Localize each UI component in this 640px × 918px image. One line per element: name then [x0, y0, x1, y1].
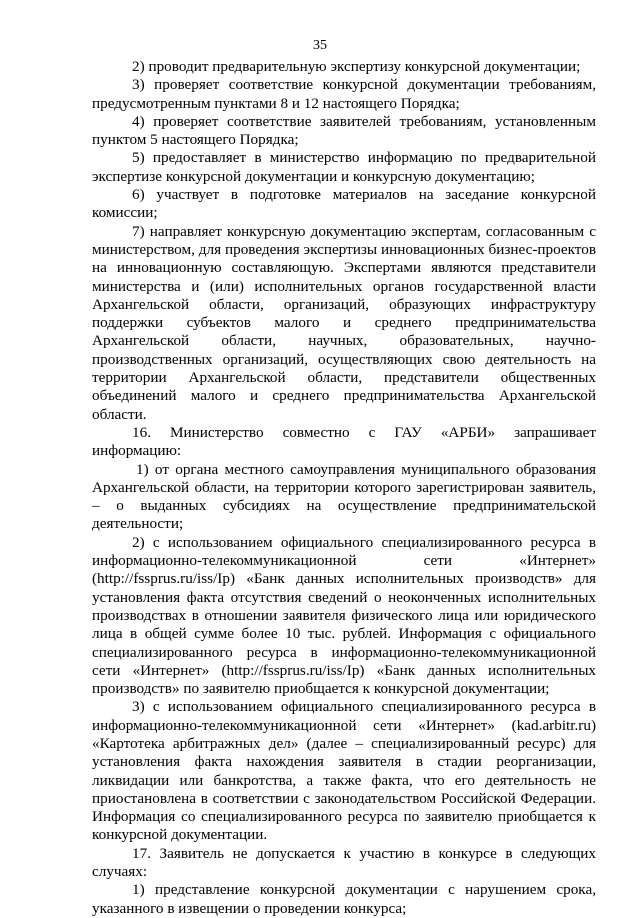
page-number: 35: [313, 38, 327, 53]
clause-17-heading: 17. Заявитель не допускается к участию в конкурсе в следующих случаях:: [92, 844, 596, 881]
clause-16-item-3: 3) с использованием официального специализированного ресурса в информационно-телекоммуникационной сети «Интернет» (kad.arbitr.ru) «Картотека арбитражных дел» (далее – специализированный ресурс) для установления факта нахождения заявителя в стадии реорганизации, ликвидации или банкротства, а также факта, что его деятельность не приостановлена в соответствии с законодательством Российской Федерации. Информация со специализированного ресурса по заявителю приобщается к конкурсной документации.: [92, 698, 596, 844]
paragraph-5-provide-information: 5) предоставляет в министерство информацию по предварительной экспертизе конкурсной документации и конкурсную документацию;: [92, 149, 596, 185]
clause-16-item-2: 2) с использованием официального специализированного ресурса в информационно-телекоммуникационной сети «Интернет» (http://fssprus.ru/iss/Ip) «Банк данных исполнительных производств» для установления факта отсутствия сведений о неоконченных исполнительных производствах в отношении заявителя физического лица или юридического лица в общей сумме более 10 тыс. рублей. Информация с официального специализированного ресурса в информационно-телекоммуникационной сети «Интернет» (http://fssprus.ru/iss/Ip) «Банк данных исполнительных производств» по заявителю приобщается к конкурсной документации;: [92, 533, 596, 698]
paragraph-6-prepare-materials: 6) участвует в подготовке материалов на заседание конкурсной комиссии;: [92, 186, 596, 222]
clause-17-item-1: 1) представление конкурсной документации с нарушением срока, указанного в извещении о проведении конкурса;: [92, 881, 596, 917]
paragraph-4-check-applicants: 4) проверяет соответствие заявителей требованиям, установленным пунктом 5 настоящего Порядка;: [92, 112, 596, 149]
paragraph-3-check-documentation: 3) проверяет соответствие конкурсной документации требованиям, предусмотренным пунктами 8 и 12 настоящего Порядка;: [92, 76, 596, 112]
clause-16-heading: 16. Министерство совместно с ГАУ «АРБИ» запрашивает информацию:: [92, 423, 596, 460]
clause-16-item-1: 1) от органа местного самоуправления муниципального образования Архангельской области, на территории которого зарегистрирован заявитель, – о выданных субсидиях на осуществление предпринимательской деятельности;: [92, 460, 596, 533]
paragraph-2-preliminary-review: 2) проводит предварительную экспертизу конкурсной документации;: [132, 58, 581, 75]
document-body: [92, 58, 596, 918]
paragraph-7-send-to-experts: 7) направляет конкурсную документацию экспертам, согласованным с министерством, для проведения экспертизы инновационных бизнес-проектов на инновационную составляющую. Экспертами являются представители министерства и (или) исполнительных органов государственной власти Архангельской области, организаций, образующих инфраструктуру поддержки субъектов малого и среднего предпринимательства Архангельской области, научных, образовательных, научно-производственных организаций, осуществляющих свою деятельность на территории Архангельской области, представители общественных объединений малого и среднего предпринимательства Архангельской области.: [92, 222, 596, 423]
